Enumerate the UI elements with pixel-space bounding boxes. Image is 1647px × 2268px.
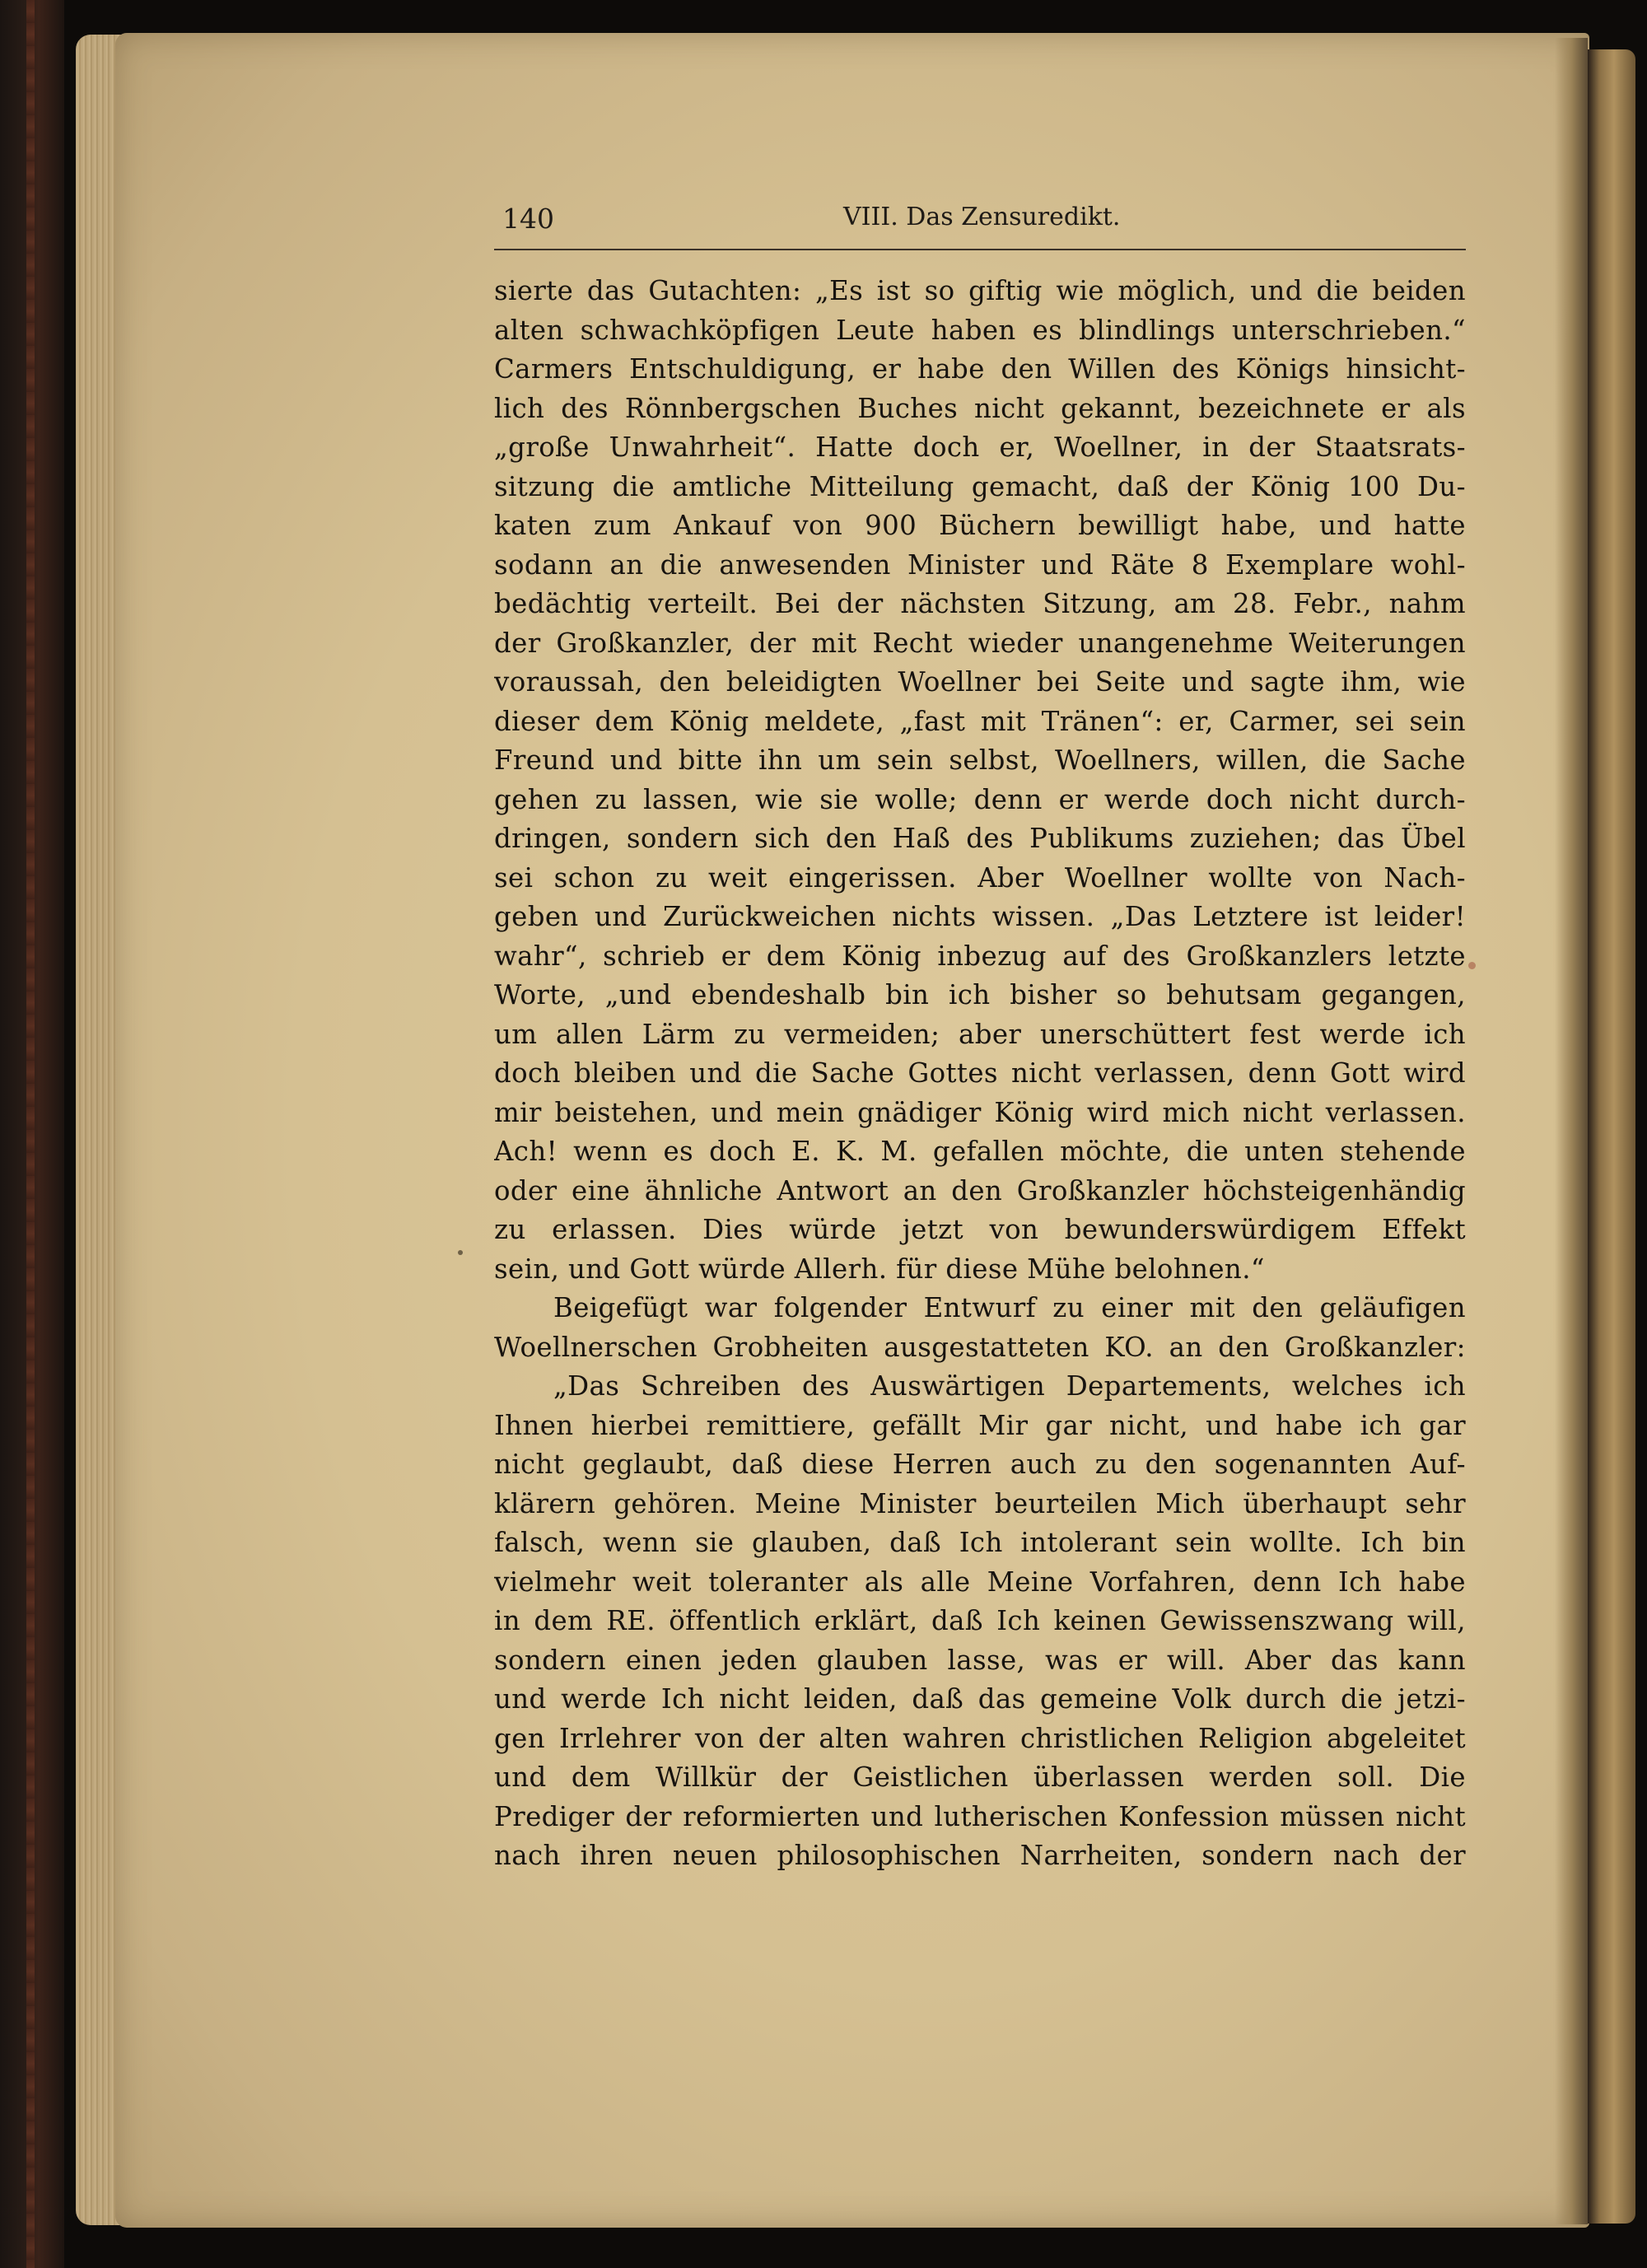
body-text — [494, 272, 1466, 1876]
text-line: nach ihren neuen philosophischen Narrheiten, sondern nach der — [494, 1840, 1466, 1871]
text-line: dieser dem König meldete, „fast mit Tränen“: er, Carmer, sei sein — [494, 705, 1466, 737]
text-line: Freund und bitte ihn um sein selbst, Woellners, willen, die Sache — [494, 744, 1466, 776]
text-line: wahr“, schrieb er dem König inbezug auf des Großkanzlers letzte — [494, 940, 1466, 972]
text-line: Worte, „und ebendeshalb bin ich bisher so behutsam gegangen, — [494, 979, 1466, 1010]
text-line: sei schon zu weit eingerissen. Aber Woellner wollte von Nach- — [494, 861, 1466, 894]
text-line: lich des Rönnbergschen Buches nicht gekannt, bezeichnete er als — [494, 392, 1466, 424]
text-line: „große Unwahrheit“. Hatte doch er, Woellner, in der Staatsrats- — [494, 432, 1466, 463]
text-line: und werde Ich nicht leiden, daß das gemeine Volk durch die jetzi- — [494, 1683, 1466, 1715]
text-line: Carmers Entschuldigung, er habe den Willen des Königs hinsicht- — [494, 353, 1466, 385]
text-line: sodann an die anwesenden Minister und Räte 8 Exemplare wohl- — [494, 548, 1466, 581]
page-number: 140 — [502, 203, 554, 235]
text-line: um allen Lärm zu vermeiden; aber unerschüttert fest werde ich — [494, 1018, 1466, 1050]
book-cover-edge — [0, 0, 64, 2268]
text-line: sitzung die amtliche Mitteilung gemacht, daß der König 100 Du- — [494, 470, 1466, 502]
text-line: sierte das Gutachten: „Es ist so giftig wie möglich, und die beiden — [494, 275, 1466, 306]
text-line: doch bleiben und die Sache Gottes nicht verlassen, denn Gott wird — [494, 1057, 1466, 1089]
text-line: vielmehr weit toleranter als alle Meine Vorfahren, denn Ich habe — [494, 1566, 1466, 1598]
facing-page-edge — [1588, 49, 1635, 2224]
chapter-title: VIII. Das Zensuredikt. — [843, 203, 1121, 231]
text-line-paragraph-end: sein, und Gott würde Allerh. für diese Mühe belohnen.“ — [494, 1253, 1265, 1285]
text-line: katen zum Ankauf von 900 Büchern bewilligt habe, und hatte — [494, 510, 1466, 541]
text-line: Woellnerschen Grobheiten ausgestatteten KO. an den Großkanzler: — [494, 1331, 1466, 1363]
text-line: alten schwachköpfigen Leute haben es blindlings unterschrieben.“ — [494, 314, 1466, 346]
ink-speck — [1468, 962, 1476, 969]
text-line: sondern einen jeden glauben lasse, was er will. Aber das kann — [494, 1644, 1466, 1676]
text-line: zu erlassen. Dies würde jetzt von bewunderswürdigem Effekt — [494, 1214, 1466, 1245]
ink-speck — [458, 1250, 463, 1255]
text-line: Ach! wenn es doch E. K. M. gefallen möchte, die unten stehende — [494, 1136, 1466, 1167]
text-line-paragraph-start: Beigefügt war folgender Entwurf zu einer mit den geläufigen — [553, 1292, 1466, 1323]
header-rule — [494, 249, 1466, 250]
text-line: in dem RE. öffentlich erklärt, daß Ich keinen Gewissenszwang will, — [494, 1605, 1466, 1636]
text-line: oder eine ähnliche Antwort an den Großkanzler höchsteigenhändig — [494, 1174, 1466, 1206]
text-line: nicht geglaubt, daß diese Herren auch zu den sogenannten Auf- — [494, 1449, 1466, 1480]
text-line: dringen, sondern sich den Haß des Publikums zuziehen; das Übel — [494, 823, 1466, 854]
text-line: geben und Zurückweichen nichts wissen. „Das Letztere ist leider! — [494, 901, 1466, 932]
running-head — [502, 203, 1474, 252]
text-line: gen Irrlehrer von der alten wahren christlichen Religion abgeleitet — [494, 1722, 1466, 1754]
text-line: klärern gehören. Meine Minister beurteilen Mich überhaupt sehr — [494, 1487, 1466, 1519]
text-line: voraussah, den beleidigten Woellner bei Seite und sagte ihm, wie — [494, 666, 1466, 698]
text-line-quote-start: „Das Schreiben des Auswärtigen Departements, welches ich — [553, 1370, 1466, 1402]
text-line: Prediger der reformierten und lutherischen Konfession müssen nicht — [494, 1800, 1466, 1832]
text-line: mir beistehen, und mein gnädiger König wird mich nicht verlassen. — [494, 1096, 1466, 1128]
text-line: und dem Willkür der Geistlichen überlassen werden soll. Die — [494, 1762, 1466, 1793]
text-line: der Großkanzler, der mit Recht wieder unangenehme Weiterungen — [494, 627, 1466, 659]
text-line: Ihnen hierbei remittiere, gefällt Mir gar nicht, und habe ich gar — [494, 1409, 1466, 1441]
text-line: falsch, wenn sie glauben, daß Ich intolerant sein wollte. Ich bin — [494, 1527, 1466, 1558]
text-line: bedächtig verteilt. Bei der nächsten Sitzung, am 28. Febr., nahm — [494, 588, 1466, 619]
binding-gutter — [1555, 38, 1588, 2224]
text-line: gehen zu lassen, wie sie wolle; denn er werde doch nicht durch- — [494, 783, 1466, 815]
